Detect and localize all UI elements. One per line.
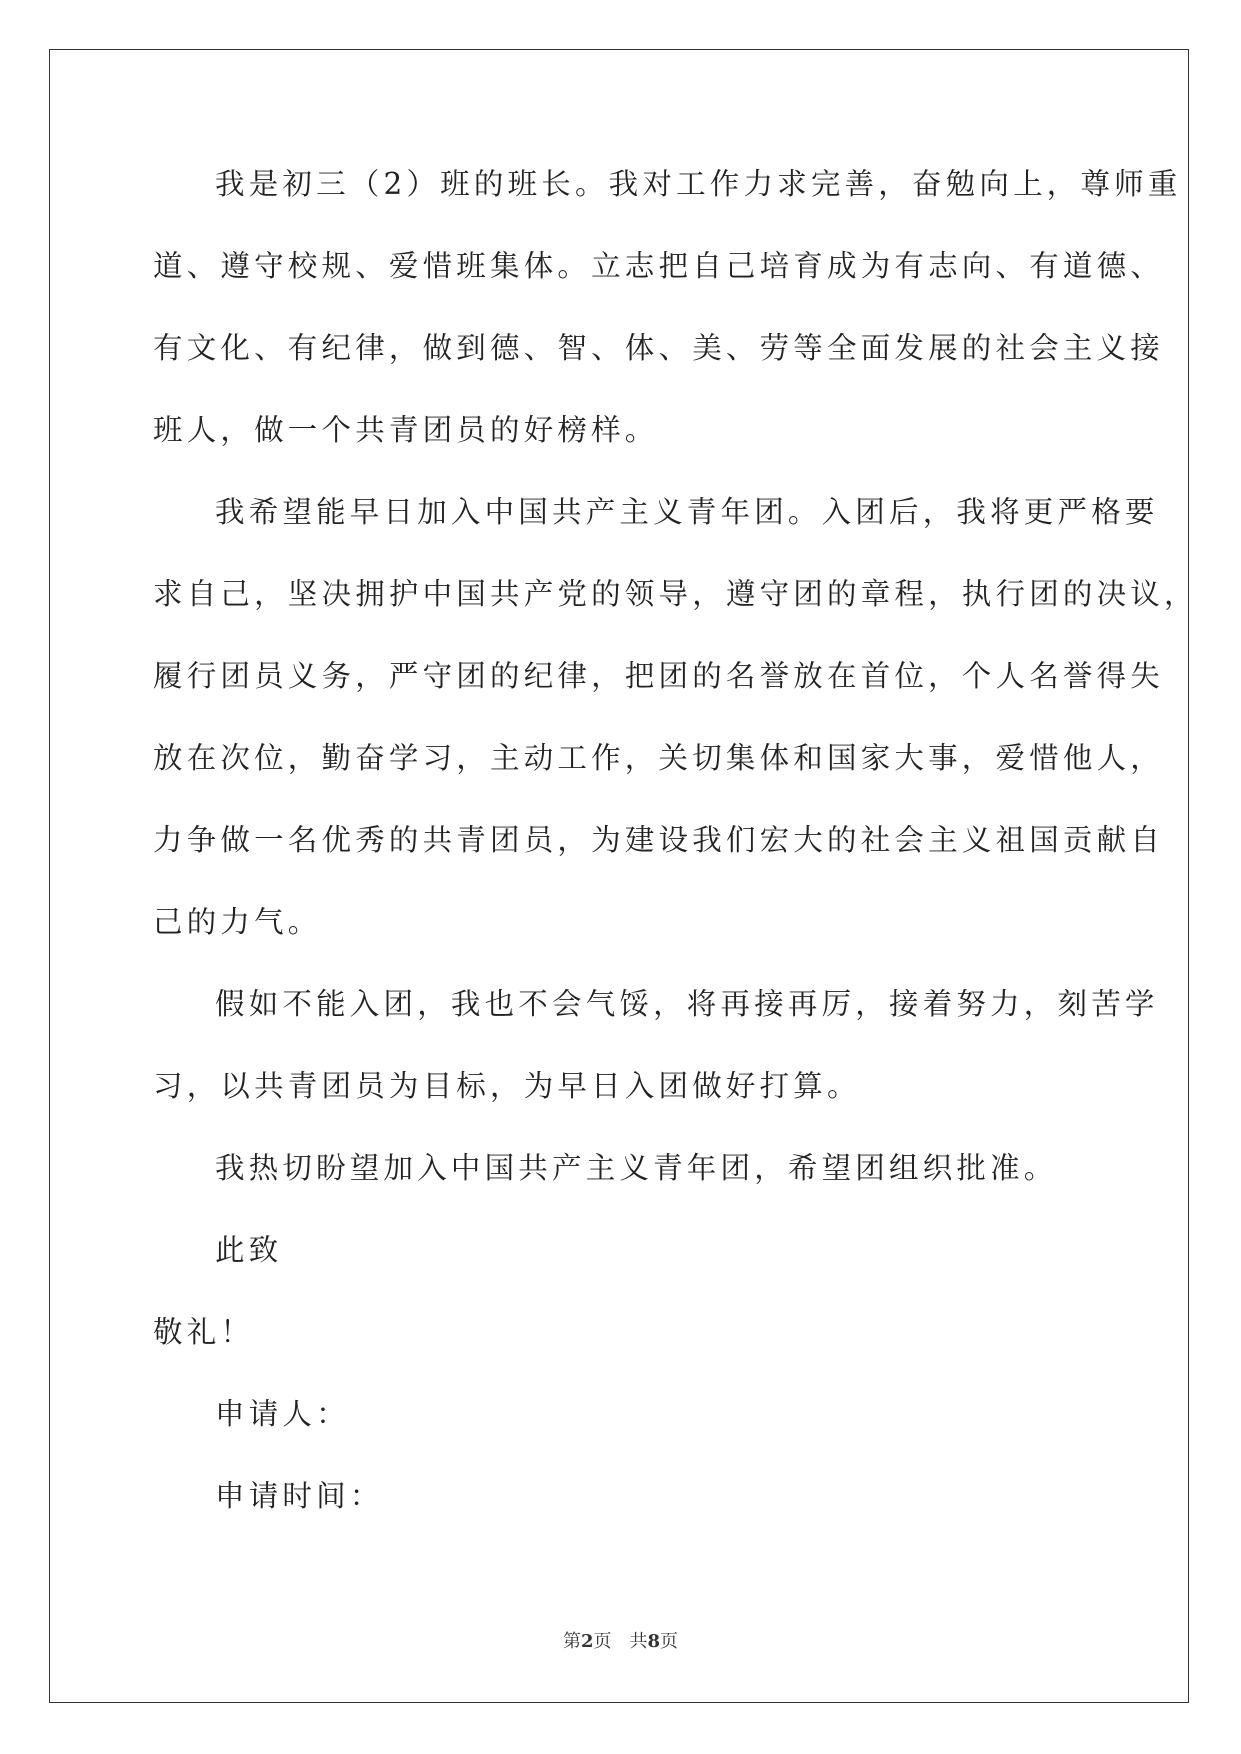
page-prefix: 第 [562,1631,581,1652]
paragraph-line: 求自己，坚决拥护中国共产党的领导，遵守团的章程，执行团的决议， [153,577,1198,611]
paragraph-line: 习，以共青团员为目标，为早日入团做好打算。 [153,1069,861,1103]
total-suffix: 页 [660,1631,679,1652]
page-footer [0,1627,1241,1653]
paragraph-line: 我热切盼望加入中国共产主义青年团，希望团组织批准。 [215,1151,1058,1185]
paragraph-line: 我希望能早日加入中国共产主义青年团。入团后，我将更严格要 [215,495,1159,529]
paragraph-line: 道、遵守校规、爱惜班集体。立志把自己培育成为有志向、有道德、 [153,249,1165,283]
application-date-label: 申请时间： [215,1479,384,1513]
document-body [153,166,1198,1560]
paragraph-line: 放在次位，勤奋学习，主动工作，关切集体和国家大事，爱惜他人， [153,741,1165,775]
paragraph-line: 履行团员义务，严守团的纪律，把团的名誉放在首位，个人名誉得失 [153,659,1165,693]
paragraph-line: 己的力气。 [153,905,322,939]
total-prefix: 共 [629,1631,648,1652]
total-page-number: 8 [647,1631,661,1652]
paragraph-line: 假如不能入团，我也不会气馁，将再接再厉，接着努力，刻苦学 [215,987,1159,1021]
paragraph-line: 我是初三（2）班的班长。我对工作力求完善，奋勉向上，尊师重 [215,167,1182,201]
applicant-label: 申请人： [215,1397,350,1431]
closing-greeting: 此致 [215,1233,283,1267]
current-page-number: 2 [580,1631,594,1652]
page-suffix: 页 [593,1631,612,1652]
paragraph-line: 班人，做一个共青团员的好榜样。 [153,413,659,447]
paragraph-line: 力争做一名优秀的共青团员，为建设我们宏大的社会主义祖国贡献自 [153,823,1165,857]
salutation: 敬礼！ [153,1315,255,1349]
paragraph-line: 有文化、有纪律，做到德、智、体、美、劳等全面发展的社会主义接 [153,331,1165,365]
